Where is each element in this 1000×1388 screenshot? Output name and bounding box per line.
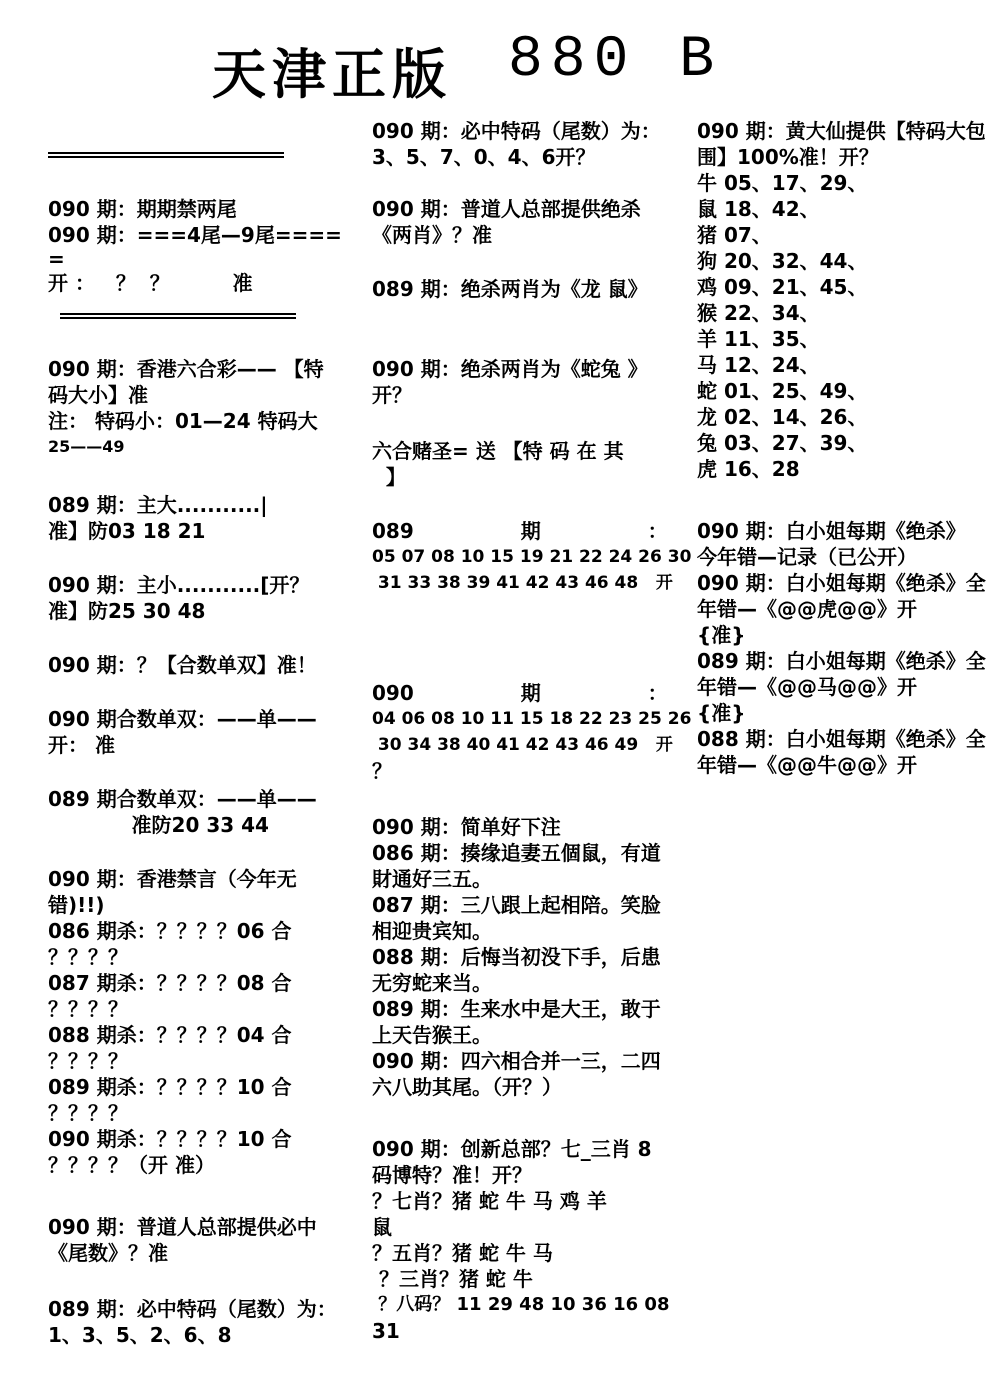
text-line: 《两肖》？准 <box>372 223 492 247</box>
block-gamble-saint <box>372 438 624 490</box>
block-numbers-089 <box>372 518 692 596</box>
zodiac-row: 狗 20、32、44、 <box>697 249 868 273</box>
text-line: 围】100%准！开？ <box>697 145 879 169</box>
text-line: 090 期 ： <box>372 681 668 705</box>
text-line: 財通好三五。 <box>372 867 492 891</box>
text-line: 开 ： ？ ？ 准 <box>48 271 253 295</box>
text-line: 089 期：白小姐每期《绝杀》全 <box>697 649 986 673</box>
text-line: 089 期：必中特码（尾数）为： <box>48 1297 337 1321</box>
text-line: 087 期：三八跟上起相陪。笑脸 <box>372 893 661 917</box>
block-size <box>48 356 324 460</box>
text-line: ？ <box>372 759 392 783</box>
zodiac-row: 虎 16、28 <box>697 457 800 481</box>
text-line: 090 期：主小...........[开？ <box>48 573 310 597</box>
text-line: 090 期：白小姐每期《绝杀》 <box>697 519 966 543</box>
text-line: 090 期：香港禁言（今年无 <box>48 867 297 891</box>
text-line: 相迎贵宾知。 <box>372 919 492 943</box>
text-line: 090 期：===4尾—9尾==== <box>48 223 342 247</box>
zodiac-row: 鸡 09、21、45、 <box>697 275 868 299</box>
text-line: 年错—《@@马@@》开 <box>697 675 917 699</box>
zodiac-row: 猴 22、34、 <box>697 301 820 325</box>
text-line: 090 期：？【合数单双】准！ <box>48 653 317 677</box>
block-sum-090 <box>48 706 317 758</box>
text-line: 今年错—记录（已公开） <box>697 545 917 569</box>
text-line: 注： 特码小：01—24 特码大 <box>48 409 318 433</box>
text-line: 087 期杀：？？？？08 合 <box>48 971 292 995</box>
text-line: 089 期合数单双：——单—— <box>48 787 317 811</box>
block-two-zodiac <box>372 196 641 248</box>
zodiac-row: 龙 02、14、26、 <box>697 405 868 429</box>
zodiac-row: 羊 11、35、 <box>697 327 820 351</box>
text-line: 090 期：创新总部？七_三肖 8 <box>372 1137 652 1161</box>
text-line: 31 <box>372 1319 400 1343</box>
text-line: ？？？？ <box>48 1101 128 1125</box>
block-wong-tai-sin <box>697 118 986 482</box>
block-small <box>48 572 309 624</box>
text-line: 086 期：揍缘追妻五個鼠，有道 <box>372 841 661 865</box>
text-line: 090 期：简单好下注 <box>372 815 561 839</box>
block-kill-089 <box>372 276 648 302</box>
block-numbers-090 <box>372 680 692 784</box>
zodiac-row: 猪 07、 <box>697 223 772 247</box>
block-kill-090 <box>372 356 648 408</box>
text-line: 六八助其尾。（开？） <box>372 1075 562 1099</box>
text-line: 089 期：生来水中是大王，敢于 <box>372 997 661 1021</box>
block-poem <box>372 814 661 1100</box>
text-line: 088 期：后悔当初没下手，后患 <box>372 945 661 969</box>
text-line: 090 期：普道人总部提供绝杀 <box>372 197 641 221</box>
text-line: ？？？？ <box>48 1049 128 1073</box>
text-line: 年错—《@@虎@@》开 <box>697 597 917 621</box>
text-line: 准防20 33 44 <box>48 813 269 837</box>
text-line: 090 期杀：？？？？10 合 <box>48 1127 292 1151</box>
text-line: 上天告猴王。 <box>372 1023 492 1047</box>
zodiac-row: 兔 03、27、39、 <box>697 431 868 455</box>
text-line: 090 期：白小姐每期《绝杀》全 <box>697 571 986 595</box>
text-line: 30 34 38 40 41 42 43 46 49 开 <box>372 735 673 755</box>
block-miss-white <box>697 518 986 778</box>
text-line: ？？？？（开 准） <box>48 1153 215 1177</box>
text-line: 086 期杀：？？？？06 合 <box>48 919 292 943</box>
text-line: ？五肖？猪 蛇 牛 马 <box>372 1241 553 1265</box>
text-line: 090 期：绝杀两肖为《蛇兔 》 <box>372 357 648 381</box>
text-line: 088 期：白小姐每期《绝杀》全 <box>697 727 986 751</box>
text-line: 04 06 08 10 11 15 18 22 23 25 26 <box>372 709 692 729</box>
text-line: 088 期杀：？？？？04 合 <box>48 1023 292 1047</box>
divider <box>60 313 296 319</box>
block-sum-089 <box>48 786 317 838</box>
block-tail-provider <box>48 1214 317 1266</box>
text-line: 090 期：香港六合彩—— 【特 <box>48 357 324 381</box>
text-line: 3、5、7、0、4、6开？ <box>372 145 596 169</box>
text-line: 码大小】准 <box>48 383 148 407</box>
text-line: 089 期 ： <box>372 519 668 543</box>
text-line: {准} <box>697 701 746 725</box>
title-main: 天津正版 <box>212 42 452 106</box>
text-line: 090 期：必中特码（尾数）为： <box>372 119 661 143</box>
block-odd-even <box>48 652 317 678</box>
text-line: {准} <box>697 623 746 647</box>
text-line: 089 期：绝杀两肖为《龙 鼠》 <box>372 277 648 301</box>
block-tail-089 <box>48 1296 337 1348</box>
title-code: 880 B <box>508 28 723 93</box>
block-tail-ban <box>48 196 342 296</box>
text-line: 《尾数》？准 <box>48 1241 168 1265</box>
text-line: 开： 准 <box>48 733 115 757</box>
text-line: 1、3、5、2、6、8 <box>48 1323 232 1347</box>
text-line: 05 07 08 10 15 19 21 22 24 26 30 <box>372 547 692 567</box>
zodiac-row: 蛇 01、25、49、 <box>697 379 868 403</box>
text-line: 090 期合数单双：——单—— <box>48 707 317 731</box>
text-line: 090 期：四六相合并一三，二四 <box>372 1049 661 1073</box>
text-line: 鼠 <box>372 1215 392 1239</box>
text-line: 25——49 <box>48 437 125 456</box>
text-line: 准】防25 30 48 <box>48 599 206 623</box>
zodiac-row: 牛 05、17、29、 <box>697 171 868 195</box>
text-line: 089 期杀：？？？？10 合 <box>48 1075 292 1099</box>
text-line: 31 33 38 39 41 42 43 46 48 开 <box>372 573 673 593</box>
text-line: 089 期：主大...........| <box>48 493 268 517</box>
text-line: ？七肖？猪 蛇 牛 马 鸡 羊 <box>372 1189 607 1213</box>
text-line: 090 期：普道人总部提供必中 <box>48 1215 317 1239</box>
text-line: 无穷蛇来当。 <box>372 971 492 995</box>
text-line: ？？？？ <box>48 945 128 969</box>
text-line: 】 <box>372 465 406 489</box>
text-line: 090 期：期期禁两尾 <box>48 197 237 221</box>
zodiac-row: 马 12、24、 <box>697 353 820 377</box>
text-line: 六合赌圣= 送 【特 码 在 其 <box>372 439 624 463</box>
block-kill <box>48 866 297 1178</box>
zodiac-row: 鼠 18、42、 <box>697 197 820 221</box>
text-line: 码博特？准！开？ <box>372 1163 532 1187</box>
text-line: 年错—《@@牛@@》开 <box>697 753 917 777</box>
text-line: 错)!!) <box>48 893 105 917</box>
text-line: 090 期：黄大仙提供【特码大包 <box>697 119 986 143</box>
text-line: ？三肖？猪 蛇 牛 <box>372 1267 533 1291</box>
text-line: ？八码？ 11 29 48 10 36 16 08 <box>372 1294 670 1315</box>
text-line: = <box>48 247 65 271</box>
block-tail-090 <box>372 118 661 170</box>
block-big <box>48 492 268 544</box>
divider <box>48 152 284 158</box>
block-innovation <box>372 1136 669 1344</box>
text-line: 准】防03 18 21 <box>48 519 206 543</box>
text-line: 开？ <box>372 383 412 407</box>
text-line: ？？？？ <box>48 997 128 1021</box>
